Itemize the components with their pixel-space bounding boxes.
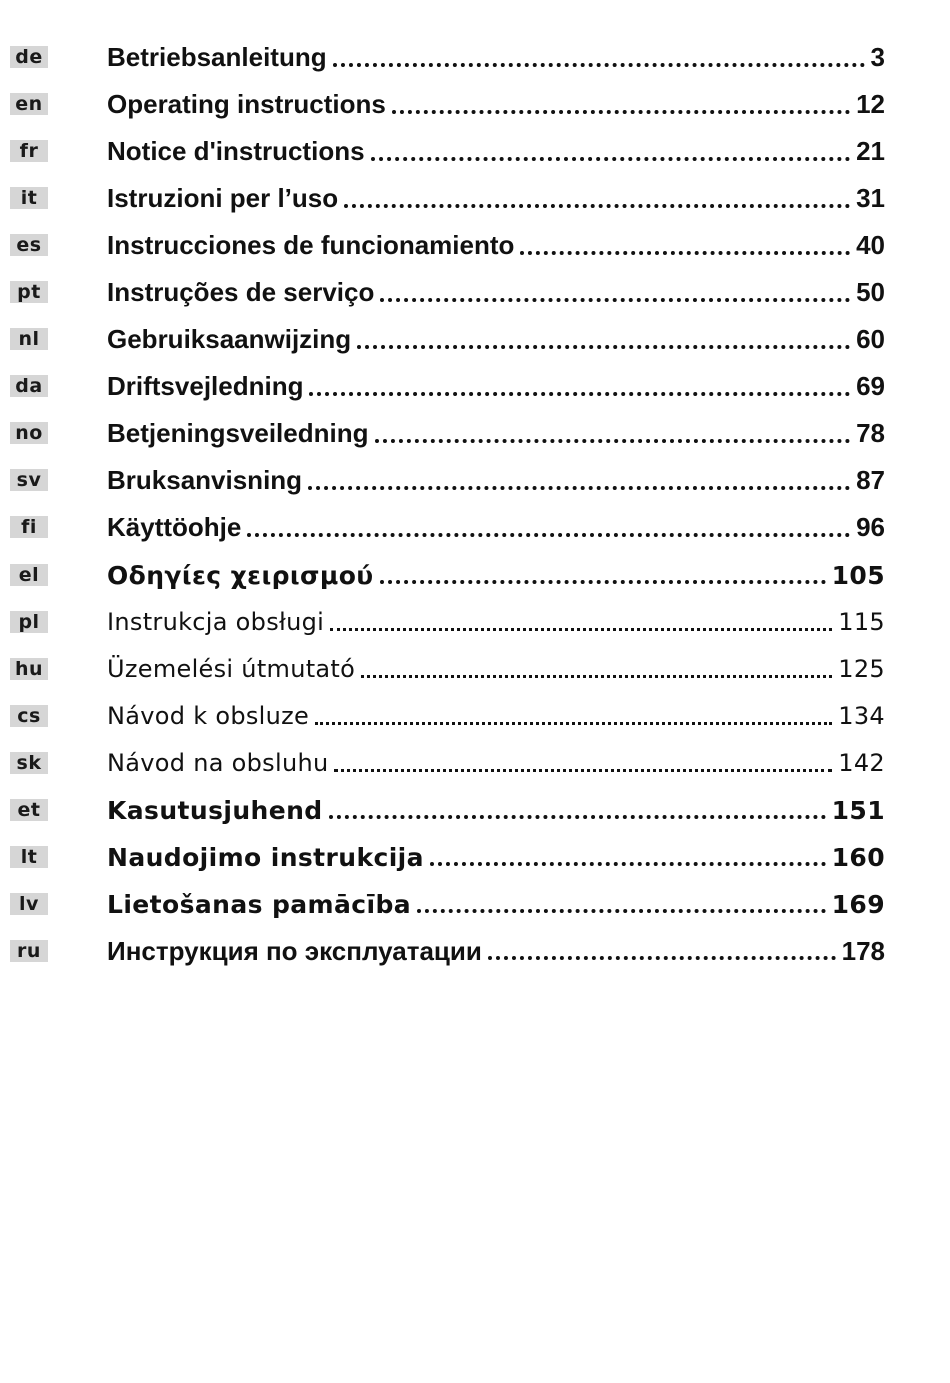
- language-code-badge: es: [10, 234, 48, 256]
- page-number: 134: [838, 702, 885, 731]
- toc-entry-nl[interactable]: [0, 316, 950, 363]
- toc-entry-lv[interactable]: [0, 881, 950, 928]
- dot-leader: [380, 580, 826, 584]
- toc-entry-et[interactable]: [0, 787, 950, 834]
- entry-title: Käyttöohje: [107, 512, 242, 543]
- toc-entry-fr[interactable]: [0, 128, 950, 175]
- page-number: 96: [856, 512, 885, 543]
- table-of-contents: [0, 34, 950, 975]
- dot-leader: [392, 110, 850, 114]
- dot-leader: [380, 298, 850, 302]
- dot-leader: [357, 345, 850, 349]
- dot-leader: [330, 628, 832, 631]
- toc-entry-it[interactable]: [0, 175, 950, 222]
- language-code-badge: da: [10, 375, 48, 397]
- toc-entry-sv[interactable]: [0, 457, 950, 504]
- toc-entry-el[interactable]: [0, 552, 950, 599]
- language-code-badge: ru: [10, 940, 48, 962]
- page-number: 69: [856, 371, 885, 402]
- toc-entry-pl[interactable]: [0, 599, 950, 646]
- page-number: 31: [856, 183, 885, 214]
- toc-entry-pt[interactable]: [0, 269, 950, 316]
- entry-title: Instrukcja obsługi: [107, 608, 325, 637]
- language-code-badge: fr: [10, 140, 48, 162]
- entry-title: Οδηγίες χειρισμού: [107, 560, 374, 590]
- page-number: 105: [831, 560, 885, 590]
- entry-title: Operating instructions: [107, 89, 386, 120]
- toc-entry-lt[interactable]: [0, 834, 950, 881]
- language-code-badge: el: [10, 564, 48, 586]
- language-code-badge: hu: [10, 658, 48, 680]
- dot-leader: [371, 157, 851, 161]
- entry-title: Návod na obsluhu: [107, 749, 329, 778]
- page-number: 178: [841, 935, 885, 966]
- dot-leader: [315, 722, 832, 725]
- page-number: 60: [856, 324, 885, 355]
- language-code-badge: sk: [10, 752, 48, 774]
- toc-entry-da[interactable]: [0, 363, 950, 410]
- page-number: 50: [856, 277, 885, 308]
- dot-leader: [417, 909, 826, 913]
- dot-leader: [309, 392, 850, 396]
- toc-entry-de[interactable]: [0, 34, 950, 81]
- toc-entry-no[interactable]: [0, 410, 950, 457]
- language-code-badge: fi: [10, 516, 48, 538]
- entry-title: Istruzioni per l’uso: [107, 183, 339, 214]
- entry-title: Návod k obsluze: [107, 702, 310, 731]
- entry-title: Naudojimo instrukcija: [107, 842, 424, 872]
- language-code-badge: de: [10, 46, 48, 68]
- dot-leader: [333, 63, 865, 67]
- page-number: 78: [856, 418, 885, 449]
- entry-title: Notice d'instructions: [107, 136, 365, 167]
- dot-leader: [488, 956, 836, 960]
- entry-title: Instrucciones de funcionamiento: [107, 230, 515, 261]
- page-number: 3: [870, 42, 885, 72]
- entry-title: Üzemelési útmutató: [107, 655, 356, 684]
- toc-entry-en[interactable]: [0, 81, 950, 128]
- entry-title: Инструкция по эксплуатации: [107, 935, 482, 966]
- entry-title: Kasutusjuhend: [107, 795, 323, 825]
- language-code-badge: lt: [10, 846, 48, 868]
- entry-title: Lietošanas pamācība: [107, 889, 412, 919]
- toc-entry-es[interactable]: [0, 222, 950, 269]
- dot-leader: [308, 486, 850, 490]
- language-code-badge: lv: [10, 893, 48, 915]
- page-number: 169: [831, 889, 885, 919]
- dot-leader: [344, 204, 850, 208]
- page-number: 125: [838, 655, 885, 684]
- page-number: 40: [856, 230, 885, 261]
- page-number: 142: [838, 749, 885, 778]
- toc-entry-fi[interactable]: [0, 504, 950, 551]
- page-number: 151: [831, 795, 885, 825]
- language-code-badge: no: [10, 422, 48, 444]
- entry-title: Gebruiksaanwijzing: [107, 324, 352, 355]
- toc-entry-cs[interactable]: [0, 693, 950, 740]
- language-code-badge: it: [10, 187, 48, 209]
- entry-title: Betriebsanleitung: [107, 42, 327, 72]
- toc-entry-ru[interactable]: [0, 928, 950, 975]
- page-number: 115: [838, 608, 885, 637]
- language-code-badge: cs: [10, 705, 48, 727]
- dot-leader: [430, 862, 826, 866]
- dot-leader: [361, 675, 832, 678]
- page-number: 12: [856, 89, 885, 120]
- entry-title: Driftsvejledning: [107, 371, 304, 402]
- dot-leader: [375, 439, 851, 443]
- page-number: 87: [856, 465, 885, 496]
- language-code-badge: pt: [10, 281, 48, 303]
- dot-leader: [520, 251, 850, 255]
- language-code-badge: en: [10, 93, 48, 115]
- language-code-badge: pl: [10, 611, 48, 633]
- dot-leader: [247, 533, 850, 537]
- page-number: 21: [856, 136, 885, 167]
- entry-title: Instruções de serviço: [107, 277, 375, 308]
- toc-entry-sk[interactable]: [0, 740, 950, 787]
- language-code-badge: nl: [10, 328, 48, 350]
- entry-title: Bruksanvisning: [107, 465, 303, 496]
- language-code-badge: et: [10, 799, 48, 821]
- language-code-badge: sv: [10, 469, 48, 491]
- toc-entry-hu[interactable]: [0, 646, 950, 693]
- entry-title: Betjeningsveiledning: [107, 418, 369, 449]
- page-number: 160: [831, 842, 885, 872]
- dot-leader: [334, 769, 832, 772]
- dot-leader: [329, 815, 826, 819]
